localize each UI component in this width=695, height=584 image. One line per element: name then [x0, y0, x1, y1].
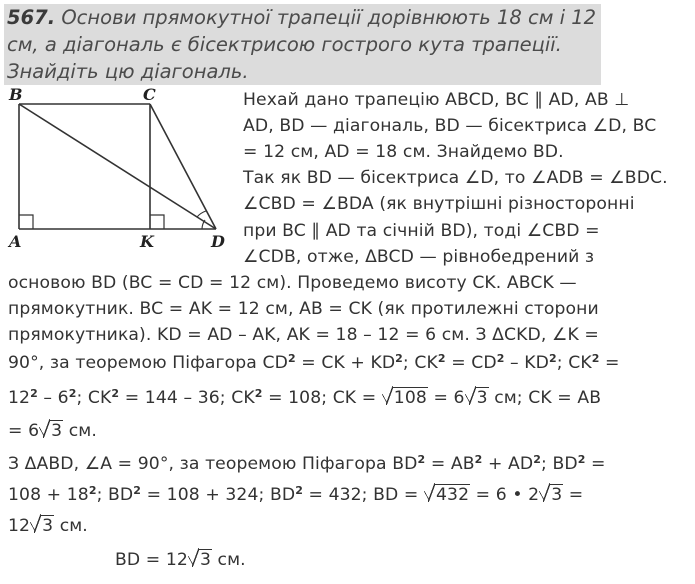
text-line-2: AD, BD — діагональ, BD — бісектриса ∠D, BC	[243, 116, 657, 136]
right-angle-k	[150, 215, 164, 229]
text-line-8: основою BD (BC = CD = 12 см). Проведемо висоту CK. ABCK —	[8, 273, 577, 293]
side-cd	[150, 104, 216, 229]
label-a: A	[9, 232, 22, 251]
text-line-7: ∠CDB, отже, ΔBCD — рівнобедрений з	[243, 247, 595, 267]
answer-line: BD = 12 3 см.	[115, 547, 246, 573]
text-line-10: прямокутника). KD = AD – AK, AK = 18 – 12 = 6 см. З ΔCKD, ∠K =	[8, 325, 599, 345]
text-line-12: $12^2 - 6^2$; $CK^2 = 144 - 36$; $CK^2 = 108$; CK = 108 = 6 3 см; CK = AB	[8, 385, 601, 411]
right-angle-a	[19, 215, 33, 229]
sqrt-3: 3	[539, 482, 563, 508]
text-line-11: 90°, за теоремою Піфагора $CD^2$ = CK + $KD^2$; $CK^2 = CD^2 - KD^2$; $CK^2$ =	[8, 352, 620, 373]
angle-arc-d	[202, 220, 205, 229]
angle-arc-d2	[197, 211, 206, 217]
text-line-6: при BC ∥ AD та січній BD), тоді ∠CBD =	[243, 221, 600, 241]
problem-number: 567.	[7, 6, 56, 29]
sqrt-3: 3	[39, 418, 63, 444]
label-b: B	[9, 85, 23, 104]
text-line-5: ∠CBD = ∠BDA (як внутрішні різносторонні	[243, 194, 635, 214]
diagonal-bd	[19, 104, 216, 229]
label-c: C	[143, 85, 156, 104]
text-line-15: $108 + 18^2$; $BD^2 = 108 + 324$; $BD^2 = 432$; BD = 432 = 6 • 2 3 =	[8, 482, 583, 508]
sqrt-3: 3	[188, 547, 212, 573]
sqrt-108: 108	[382, 385, 428, 411]
text-line-1: Нехай дано трапецію ABCD, BC ∥ AD, AB ⊥	[243, 90, 630, 110]
text-line-14: З ΔABD, ∠A = 90°, за теоремою Піфагора $BD^2 = AB^2 + AD^2$; $BD^2$ =	[8, 453, 606, 474]
text-line-3: = 12 см, AD = 18 см. Знайдемо BD.	[243, 142, 564, 162]
sqrt-3: 3	[465, 385, 489, 411]
label-d: D	[211, 232, 225, 251]
problem-text: Основи прямокутної трапеції дорівнюють 18 см і 12 см, а діагональ є бісектрисою гострого кута трапеції. Знайдіть цю діагональ.	[7, 6, 597, 83]
sqrt-3: 3	[30, 513, 54, 539]
text-line-13: = 6 3 см.	[8, 418, 97, 444]
problem-statement	[4, 4, 601, 85]
text-line-9: прямокутник. BC = AK = 12 см, AB = CK (як протилежні сторони	[8, 299, 599, 319]
text-line-16: 12 3 см.	[8, 513, 88, 539]
text-line-4: Так як BD — бісектриса ∠D, то ∠ADB = ∠BDC.	[243, 168, 668, 188]
sqrt-432: 432	[424, 482, 470, 508]
label-k: K	[140, 232, 154, 251]
trapezoid-figure	[4, 84, 240, 254]
